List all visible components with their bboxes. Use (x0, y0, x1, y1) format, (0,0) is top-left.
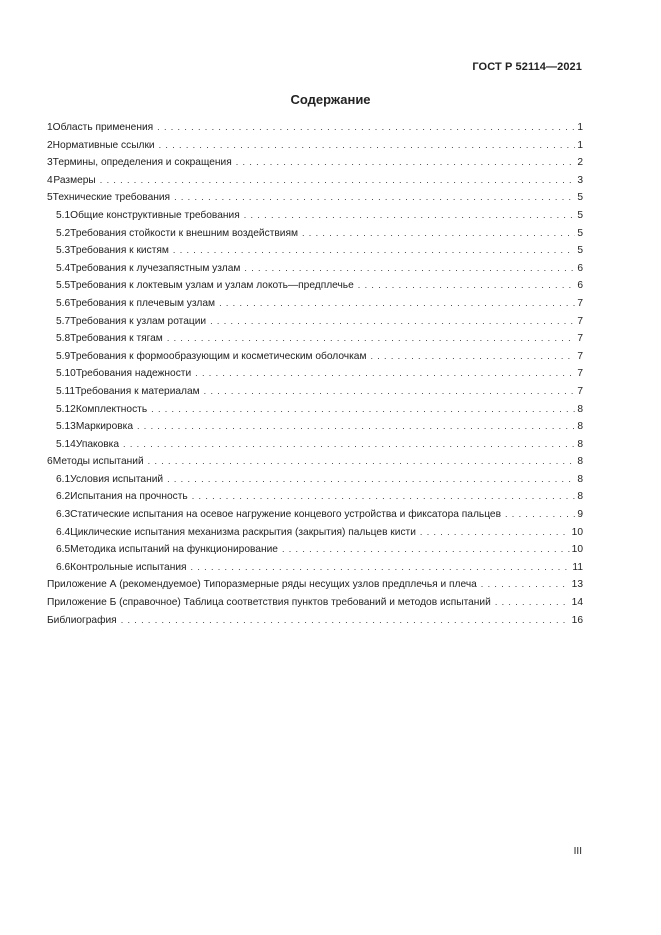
toc-entry-page: 5 (577, 209, 583, 221)
toc-entry-label: Методика испытаний на функционирование (70, 544, 278, 556)
toc-entry[interactable] (47, 242, 583, 260)
dot-leader (370, 348, 575, 366)
toc-entry-page: 14 (571, 597, 583, 609)
dot-leader (302, 225, 575, 243)
toc-entry[interactable] (47, 453, 583, 471)
dot-leader (191, 559, 571, 577)
toc-entry-number: 6.1 (56, 473, 71, 485)
toc-entry-label: Приложение Б (справочное) Таблица соответствия пунктов требований и методов испытаний (47, 597, 491, 609)
toc-entry[interactable] (47, 541, 583, 559)
toc-entry-page: 8 (577, 491, 583, 503)
toc-entry-page: 7 (577, 368, 583, 380)
dot-leader (192, 488, 576, 506)
toc-entry-number: 4 (47, 174, 53, 186)
toc-entry-number: 6.4 (56, 526, 71, 538)
dot-leader (173, 242, 575, 260)
dot-leader (121, 612, 570, 630)
toc-entry-page: 7 (577, 350, 583, 362)
toc-entry[interactable] (47, 612, 583, 630)
toc-entry-label: Требования к тягам (70, 333, 163, 345)
toc-entry-label: Область применения (52, 122, 154, 133)
toc-entry[interactable] (47, 225, 583, 243)
toc-entry-label: Требования к формообразующим и косметическим оболочкам (70, 350, 367, 362)
toc-entry-page: 2 (577, 157, 583, 169)
toc-entry[interactable] (47, 383, 583, 401)
toc-entry-number: 5.4 (56, 262, 71, 274)
toc-entry[interactable] (47, 277, 583, 295)
toc-entry[interactable] (47, 207, 583, 225)
toc-entry-label: Общие конструктивные требования (70, 209, 240, 221)
toc-entry-label: Требования к кистям (70, 245, 169, 257)
toc-entry-number: 6.2 (56, 491, 71, 503)
toc-entry-page: 11 (572, 561, 583, 573)
toc-entry[interactable] (47, 295, 583, 313)
toc-entry[interactable] (47, 348, 583, 366)
toc-entry-label: Методы испытаний (52, 456, 144, 468)
toc-entry-number: 6 (47, 456, 53, 468)
toc-entry-number: 5.2 (56, 227, 71, 239)
toc-entry-label: Приложение А (рекомендуемое) Типоразмерные ряды несущих узлов предплечья и плеча (47, 579, 477, 591)
table-of-contents (47, 119, 583, 629)
toc-entry-number: 5.3 (56, 245, 71, 257)
toc-entry-page: 13 (571, 579, 583, 591)
toc-entry-number: 2 (47, 139, 53, 151)
dot-leader (167, 330, 576, 348)
toc-entry[interactable] (47, 313, 583, 331)
toc-entry[interactable] (47, 365, 583, 383)
toc-entry-label: Комплектность (75, 403, 148, 415)
toc-entry-label: Библиография (47, 614, 117, 626)
toc-entry-number: 6.6 (56, 561, 71, 573)
toc-entry-label: Требования к материалам (75, 385, 200, 397)
toc-entry-number: 5.8 (56, 333, 71, 345)
toc-entry-number: 5.13 (56, 421, 76, 433)
toc-entry[interactable] (47, 137, 583, 155)
toc-entry-label: Статические испытания на осевое нагружение концевого устройства и фиксатора пальцев (70, 509, 501, 521)
toc-entry-page: 8 (577, 456, 583, 468)
dot-leader (167, 471, 575, 489)
toc-entry-page: 8 (577, 438, 583, 450)
toc-entry-label: Нормативные ссылки (52, 139, 155, 151)
toc-entry-page: 7 (577, 333, 583, 345)
toc-entry-label: Требования к лучезапястным узлам (70, 262, 241, 274)
dot-leader (236, 154, 576, 172)
toc-entry-page: 8 (577, 421, 583, 433)
toc-entry-number: 5 (47, 192, 53, 204)
toc-entry[interactable] (47, 576, 583, 594)
toc-entry-label: Технические требования (52, 192, 171, 204)
toc-entry-number: 5.9 (56, 350, 71, 362)
toc-entry-page: 8 (577, 403, 583, 415)
toc-entry-label: Требования к узлам ротации (70, 315, 207, 327)
toc-entry-number: 5.12 (56, 403, 76, 415)
toc-entry-page: 6 (577, 262, 583, 274)
toc-entry[interactable] (47, 119, 583, 137)
toc-entry-label: Упаковка (75, 438, 120, 450)
toc-entry-page: 7 (577, 315, 583, 327)
toc-entry-label: Контрольные испытания (70, 561, 187, 573)
toc-entry[interactable] (47, 524, 583, 542)
dot-leader (244, 207, 576, 225)
toc-entry-page: 1 (577, 122, 583, 133)
toc-entry[interactable] (47, 436, 583, 454)
toc-entry-page: 16 (571, 614, 583, 626)
dot-leader (148, 453, 576, 471)
dot-leader (151, 401, 575, 419)
dot-leader (204, 383, 576, 401)
toc-entry[interactable] (47, 330, 583, 348)
toc-entry-number: 5.10 (56, 368, 76, 380)
toc-entry-page: 8 (577, 473, 583, 485)
dot-leader (219, 295, 575, 313)
toc-entry-label: Требования к локтевым узлам и узлам локоть—предплечье (70, 280, 354, 292)
toc-entry-number: 5.14 (56, 438, 76, 450)
toc-entry[interactable] (47, 189, 583, 207)
toc-entry-page: 10 (571, 526, 583, 538)
toc-entry-label: Циклические испытания механизма раскрытия (закрытия) пальцев кисти (70, 526, 416, 538)
toc-entry-page: 1 (577, 139, 583, 151)
toc-entry-number: 6.3 (56, 509, 71, 521)
toc-entry-number: 5.6 (56, 297, 71, 309)
toc-entry-page: 7 (577, 297, 583, 309)
dot-leader (137, 418, 575, 436)
toc-entry[interactable] (47, 559, 583, 577)
dot-leader (123, 436, 575, 454)
toc-entry[interactable] (47, 471, 583, 489)
toc-entry-page: 9 (577, 509, 583, 521)
toc-entry[interactable] (47, 488, 583, 506)
toc-entry[interactable] (47, 401, 583, 419)
toc-entry-label: Требования надежности (75, 368, 192, 380)
toc-entry-page: 7 (577, 385, 583, 397)
toc-entry-number: 5.11 (56, 385, 76, 397)
dot-leader (358, 277, 576, 295)
document-id: ГОСТ Р 52114—2021 (472, 61, 582, 73)
dot-leader (505, 506, 575, 524)
toc-entry-page: 6 (577, 280, 583, 292)
toc-entry-number: 5.5 (56, 280, 71, 292)
toc-entry-number: 1 (47, 122, 53, 133)
toc-entry-label: Требования стойкости к внешним воздействиям (70, 227, 298, 239)
dot-leader (420, 524, 570, 542)
toc-entry-number: 3 (47, 157, 53, 169)
dot-leader (481, 576, 570, 594)
dot-leader (282, 541, 570, 559)
toc-entry-page: 5 (577, 245, 583, 257)
toc-entry[interactable] (47, 594, 583, 612)
toc-entry-label: Требования к плечевым узлам (70, 297, 216, 309)
page-title: Содержание (290, 92, 371, 107)
dot-leader (195, 365, 575, 383)
dot-leader (174, 189, 575, 207)
toc-entry[interactable] (47, 260, 583, 278)
dot-leader (100, 172, 576, 190)
toc-entry-label: Маркировка (75, 421, 133, 433)
toc-entry[interactable] (47, 506, 583, 524)
dot-leader (244, 260, 575, 278)
toc-entry[interactable] (47, 172, 583, 190)
page-folio: III (573, 846, 582, 857)
toc-entry-label: Размеры (53, 174, 96, 186)
toc-entry[interactable] (47, 418, 583, 436)
toc-entry-page: 3 (577, 174, 583, 186)
dot-leader (210, 313, 575, 331)
toc-entry-label: Термины, определения и сокращения (52, 157, 232, 169)
toc-entry-label: Испытания на прочность (70, 491, 188, 503)
toc-entry-page: 5 (577, 192, 583, 204)
dot-leader (159, 137, 576, 155)
toc-entry-page: 5 (577, 227, 583, 239)
dot-leader (157, 119, 575, 137)
toc-entry[interactable] (47, 154, 583, 172)
toc-entry-number: 6.5 (56, 544, 71, 556)
dot-leader (495, 594, 570, 612)
toc-entry-label: Условия испытаний (70, 473, 164, 485)
toc-entry-number: 5.7 (56, 315, 71, 327)
toc-entry-page: 10 (571, 544, 583, 556)
toc-entry-number: 5.1 (56, 209, 71, 221)
